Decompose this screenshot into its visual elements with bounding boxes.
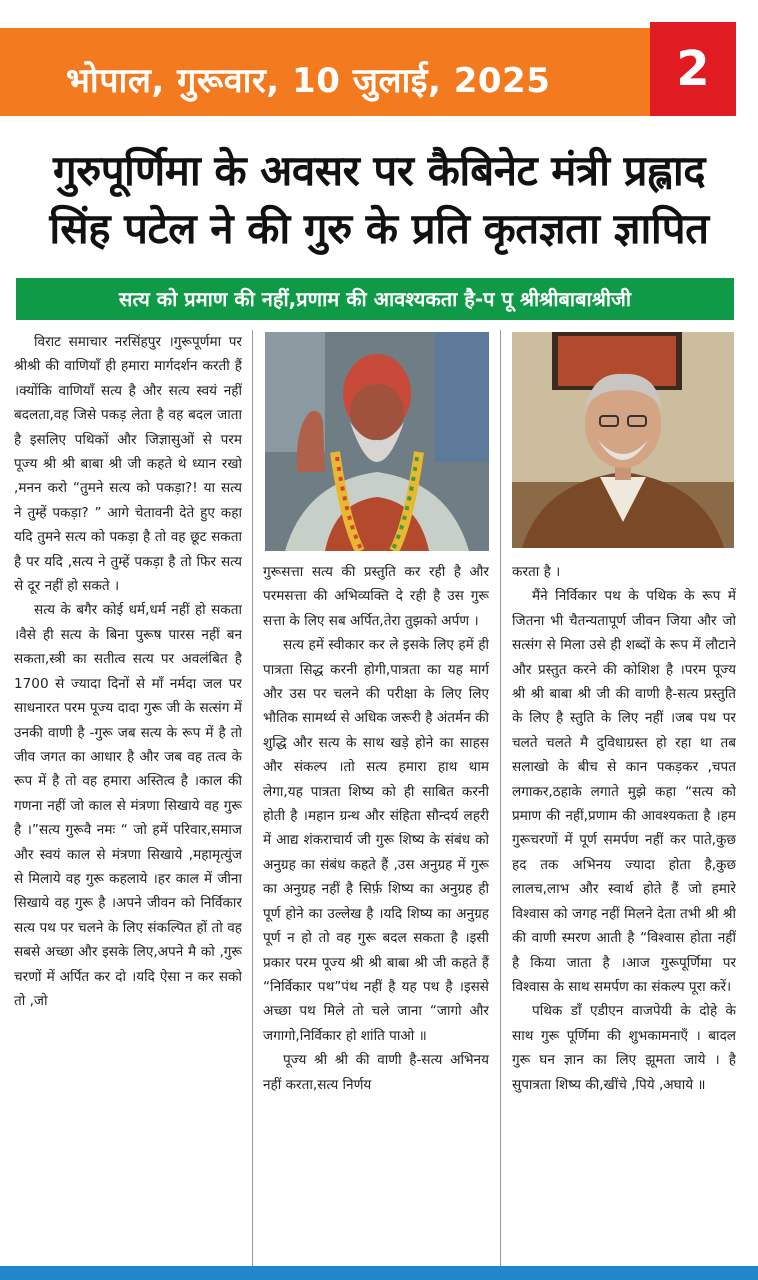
- article-column-3: [512, 560, 736, 1270]
- subheadline: सत्य को प्रमाण की नहीं,प्रणाम की आवश्यकता है-प पू श्रीश्रीबाबाश्रीजी: [16, 278, 734, 320]
- masthead-orange-bar: [0, 28, 652, 116]
- headline-line-2: सिंह पटेल ने की गुरु के प्रति कृतज्ञता ज्ञापित: [49, 204, 709, 253]
- article-column-1: [14, 330, 242, 1270]
- paragraph: विराट समाचार नरसिंहपुर ।गुरूपूर्णमा पर श्रीश्री की वाणियाँ ही हमारा मार्गदर्शन करती हैं ।क्योंकि वाणियाँ सत्य है और सत्य स्वयं नहीं बदलता,वह जिसे पकड़ लेता है वह बदल जाता है इसलिए पथिकों और जिज्ञासुओं से परम पूज्य श्री श्री बाबा श्री जी कहते थे ध्यान रखो ,मनन करो “तुमने सत्य को पकड़ा?! या सत्य ने तुम्हें पकड़ा? ” आगे चेतावनी देते हुए कहा यदि तुमने सत्य को पकड़ा है तो वह छूट सकता है पर यदि ,सत्य ने तुम्हें पकड़ा है तो फिर सत्य से दूर नहीं हो सकते ।: [14, 334, 242, 595]
- dateline: भोपाल, गुरूवार, 10 जुलाई, 2025: [66, 61, 551, 101]
- paragraph: मैंने निर्विकार पथ के पथिक के रूप में जितना भी चैतन्यतापूर्ण जीवन जिया और जो सत्संग से मिला उसे ही शब्दों के रूप में लौटाने और प्रस्तुत करने की कोशिश है ।परम पूज्य श्री श्री बाबा श्री जी की वाणी है-सत्य प्रस्तुति के लिए है स्तुति के लिए नहीं ।जब पथ पर चलते चलते मै दुविधाग्रस्त हो रहा था तब सलाखो के बीच से कान पकड़कर ,चपत लगाकर,ठहाके लगाते मुझे कहा “सत्य को प्रमाण की नहीं,प्रणाम की आवश्यकता है ।हम गुरूचरणों में पूर्ण समर्पण नहीं कर पाते,कुछ हद तक अभिनय ज्यादा होता है,कुछ लालच,लाभ और स्वार्थ होते हैं जो हमारे विश्वास को जगह नहीं मिलने देता तभी श्री श्री की वाणी स्मरण आती है “विश्वास होता नहीं है किया जाता है ।आज गुरूपूर्णिमा पर विश्वास के साथ समर्पण का संकल्प पूरा करें।: [512, 588, 736, 995]
- minister-photo: [512, 332, 734, 548]
- paragraph: सत्य के बगैर कोई धर्म,धर्म नहीं हो सकता ।वैसे ही सत्य के बिना पुरूष पारस नहीं बन सकता,स्त्री का सतीत्व सत्य पर अवलंबित है 1700 से ज्यादा दिनों से माँ नर्मदा जल पर साधनारत परम पूज्य दादा गुरू जी के सत्संग में उनकी वाणी है -गुरू जब सत्य के रूप में है तो जीव जगत का आधार है और जब वह तत्व के रूप में है तो वह हमारा अस्तित्व है ।काल की गणना नहीं जो काल से मंत्रणा सिखाये वह गुरू है ।”सत्य गुरूवै नमः “ जो हमें परिवार,समाज और स्वयं काल से मंत्रणा सिखाये ,महामृत्युंज से मिलाये वह गुरू कहलाये ।हर काल में जीना सिखाये वह गुरू है ।अपने जीवन को निर्विकार सत्य पथ पर चलने के लिए संकल्पित हों तो वह सबसे अच्छा और इसके लिए,अपने मै को ,गुरू चरणों में अर्पित कर दो ।यदि ऐसा न कर सको तो ,जो: [14, 602, 242, 1009]
- paragraph: करता है ।: [512, 564, 561, 580]
- saint-portrait-image: [265, 332, 489, 551]
- masthead: [0, 22, 758, 117]
- headline: [14, 142, 744, 258]
- column-divider: [500, 330, 501, 1270]
- article-column-2: [263, 560, 489, 1270]
- column-divider: [252, 330, 253, 1270]
- headline-line-1: गुरुपूर्णिमा के अवसर पर कैबिनेट मंत्री प्रह्लाद: [52, 146, 706, 195]
- saint-photo: [265, 332, 489, 551]
- paragraph: सत्य हमें स्वीकार कर ले इसके लिए हमें ही पात्रता सिद्ध करनी होगी,पात्रता का यह मार्ग और उस पर चलने की परीक्षा के लिए लिए भौतिक सामर्थ्य से अधिक जरूरी है अंतर्मन की शुद्धि और सत्य के साथ खड़े होने का साहस और संकल्प ।तो सत्य हमारा हाथ थाम लेगा,यह पात्रता शिष्य को ही साबित करनी होती है ।महान ग्रन्थ और संहिता सौन्दर्य लहरी में आद्य शंकराचार्य जी गुरू शिष्य के संबंध को अनुग्रह का संबंध कहते हैं ,उस अनुग्रह में गुरू का अनुग्रह नहीं है सिर्फ़ शिष्य का अनुग्रह ही पूर्ण होने का उल्लेख है ।यदि शिष्य का अनुग्रह पूर्ण न हो तो वह गुरू बदल सकता है ।इसी प्रकार परम पूज्य श्री श्री बाबा श्री जी कहते हैं “निर्विकार पथ”पंथ नहीं है यह पथ है ।इससे अच्छा पथ मिले तो चले जाना “जागो और जगागो,निर्विकार हो शांति पाओ ॥: [263, 637, 489, 1044]
- paragraph: पूज्य श्री श्री की वाणी है-सत्य अभिनय नहीं करता,सत्य निर्णय: [263, 1052, 489, 1093]
- minister-portrait-image: [512, 332, 734, 548]
- paragraph: पथिक डॉं एडीएन वाजपेयी के दोहे के साथ गुरू पूर्णिमा की शुभकामनाएँ । बादल गुरू घन ज्ञान का लिए झूमता जाये । है सुपात्रता शिष्य की,खींचे ,पिये ,अघाये ॥: [512, 1003, 736, 1093]
- paragraph: गुरूसत्ता सत्य की प्रस्तुति कर रही है और परमसत्ता की अभिव्यक्ति दे रही है उस गुरू सत्ता के लिए सब अर्पित,तेरा तुझको अर्पण ।: [263, 564, 489, 629]
- page-number: 2: [676, 41, 710, 97]
- page-number-box: [650, 22, 736, 116]
- bottom-blue-strip: [0, 1266, 758, 1280]
